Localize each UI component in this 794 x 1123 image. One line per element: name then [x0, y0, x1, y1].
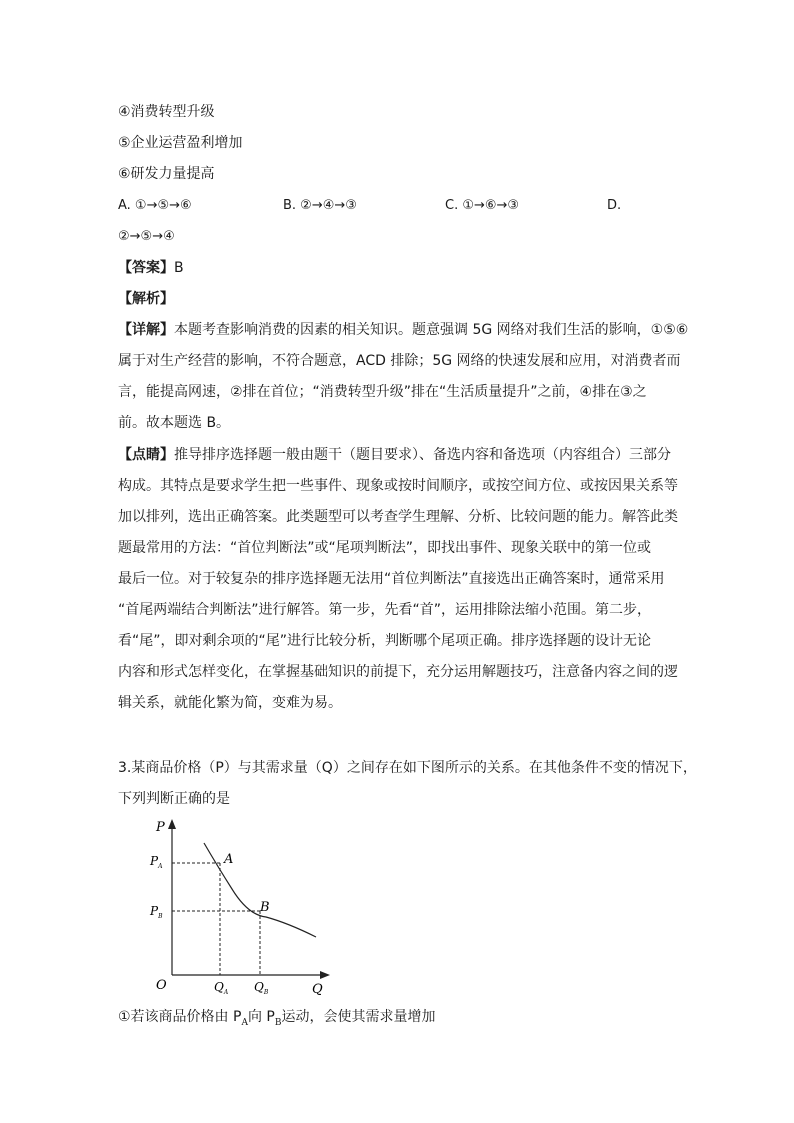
answer-value: B [174, 260, 184, 276]
tips-line: 内容和形式怎样变化，在掌握基础知识的前提下，充分运用解题技巧，注意备内容之间的逻 [118, 664, 678, 680]
question-3-line: 3.某商品价格（P）与其需求量（Q）之间存在如下图所示的关系。在其他条件不变的情况下， [118, 760, 697, 776]
answer-line [118, 258, 184, 278]
qa-label: $Q_A$ [214, 980, 229, 996]
detail-line: 属于对生产经营的影响，不符合题意，ACD 排除；5G 网络的快速发展和应用，对消费者而 [118, 353, 681, 369]
tips-tag: 【点睛】 [118, 447, 174, 463]
tips-line: 最后一位。对于较复杂的排序选择题无法用“首位判断法”直接选出正确答案时，通常采用 [118, 571, 665, 587]
option-d-continued: ②→⑤→④ [118, 229, 175, 244]
p-axis-arrow [168, 819, 176, 829]
answer-tag: 【答案】 [118, 260, 174, 276]
pa-label: $P_A$ [150, 854, 163, 870]
tips-line: 看“尾”，即对剩余项的“尾”进行比较分析，判断哪个尾项正确。排序选择题的设计无论 [118, 633, 652, 649]
analysis-heading [118, 289, 174, 309]
question-3 [118, 753, 697, 815]
tips-line: 【点睛】推导排序选择题一般由题干（题目要求）、备选内容和备选项（内容组合）三部分 [118, 447, 671, 463]
option-b: B. ②→④→③ [283, 198, 357, 213]
analysis-tag: 【解析】 [118, 291, 174, 307]
question-3-line: 下列判断正确的是 [118, 791, 230, 807]
statement-1: ①若该商品价格由 $P_A$向 $P_B$运动，会使其需求量增加 [118, 1009, 436, 1028]
point-a-label: A [224, 852, 234, 867]
detail-line: 言，能提高网速，②排在首位；“消费转型升级”排在“生活质量提升”之前，④排在③之 [118, 384, 647, 400]
origin-label: O [156, 978, 167, 993]
option-a: A. ①→⑤→⑥ [118, 198, 192, 213]
item-4: ④消费转型升级 [118, 104, 215, 120]
item-6: ⑥研发力量提高 [118, 166, 215, 182]
point-b-label: B [260, 900, 270, 915]
item-5: ⑤企业运营盈利增加 [118, 135, 243, 151]
detail-line: 前。故本题选 B。 [118, 415, 231, 431]
option-c: C. ①→⑥→③ [445, 198, 520, 213]
tips-line: 辑关系，就能化繁为简，变难为易。 [118, 695, 342, 711]
p-axis-label: P [156, 820, 165, 835]
option-d: D. [607, 198, 622, 213]
tips-line: 题最常用的方法：“首位判断法”或“尾项判断法”，即找出事件、现象关联中的第一位或 [118, 540, 652, 556]
q-axis-label: Q [312, 982, 323, 997]
pb-label: $P_B$ [150, 904, 163, 920]
detail-tag: 【详解】 [118, 322, 174, 338]
detail-paragraph [118, 315, 689, 439]
detail-line: 【详解】本题考查影响消费的因素的相关知识。题意强调 5G 网络对我们生活的影响，①⑤⑥ [118, 322, 689, 338]
tips-paragraph [118, 440, 678, 719]
tips-line: “首尾两端结合判断法”进行解答。第一步，先看“首”，运用排除法缩小范围。第二步， [118, 602, 652, 618]
demand-curve-graph [140, 815, 340, 1000]
tips-line: 加以排列，选出正确答案。此类题型可以考查学生理解、分析、比较问题的能力。解答此类 [118, 509, 678, 525]
tips-line: 构成。其特点是要求学生把一些事件、现象或按时间顺序，或按空间方位、或按因果关系等 [118, 478, 678, 494]
q-axis-arrow [320, 971, 330, 979]
qb-label: $Q_B$ [254, 980, 269, 996]
